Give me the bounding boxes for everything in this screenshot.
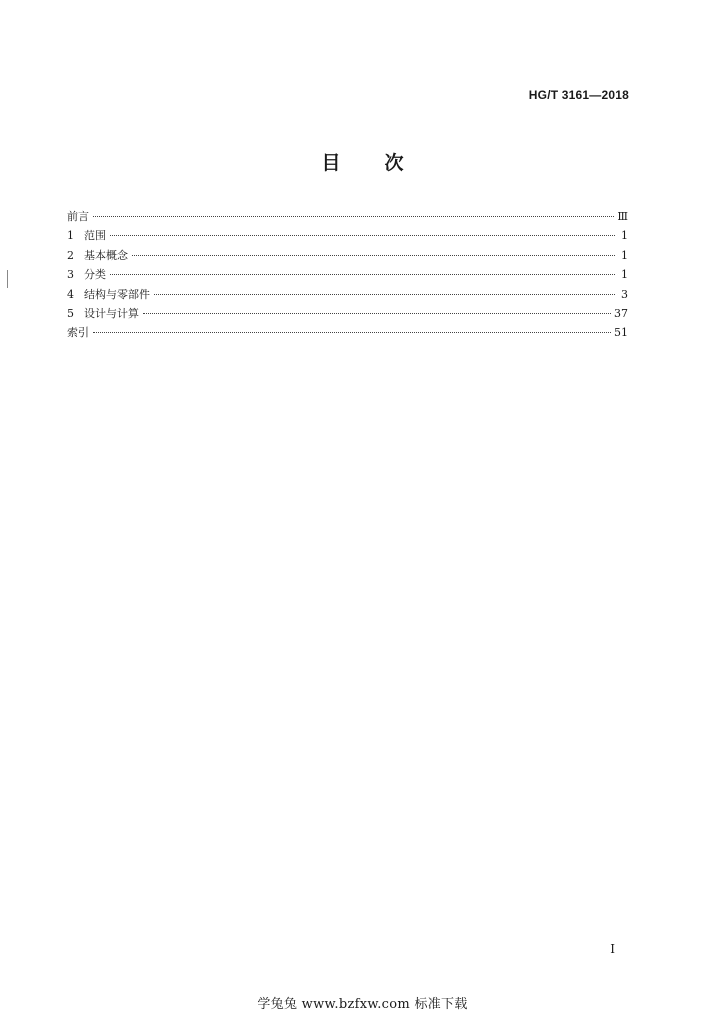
toc-entry-scope[interactable] — [67, 226, 628, 245]
toc-entry-page: 1 — [621, 248, 628, 262]
toc-entry-label: 范围 — [84, 229, 106, 243]
toc-entry-label: 索引 — [67, 326, 89, 340]
toc-entry-number: 4 — [67, 287, 74, 301]
page-title: 目次 — [321, 152, 448, 174]
toc-entry-page: 51 — [614, 326, 628, 340]
dot-leader — [132, 255, 615, 256]
watermark-text: 学兔兔 www.bzfxw.com 标准下载 — [257, 997, 468, 1012]
dot-leader — [110, 274, 615, 275]
toc-entry-label: 设计与计算 — [84, 306, 139, 320]
toc-entry-number: 5 — [67, 306, 74, 320]
page-number: I — [610, 942, 615, 956]
toc-entry-index[interactable] — [67, 323, 628, 342]
toc-entry-label: 前言 — [67, 210, 89, 223]
toc-entry-number: 2 — [67, 248, 74, 262]
toc-entry-page: 1 — [621, 268, 628, 282]
toc-entry-label: 分类 — [84, 268, 106, 282]
scan-edge-mark — [7, 270, 8, 288]
toc-entry-basic-concepts[interactable] — [67, 246, 628, 265]
standard-code: HG/T 3161—2018 — [528, 88, 629, 102]
table-of-contents — [67, 207, 628, 343]
toc-entry-page: 3 — [621, 287, 628, 301]
toc-entry-page: 37 — [614, 306, 628, 320]
dot-leader — [154, 294, 615, 295]
toc-entry-foreword[interactable] — [67, 207, 628, 226]
toc-entry-number: 3 — [67, 268, 74, 282]
toc-entry-structure-parts[interactable] — [67, 285, 628, 304]
dot-leader — [93, 332, 611, 333]
toc-entry-label: 基本概念 — [84, 248, 128, 262]
toc-entry-page: Ⅲ — [617, 210, 628, 223]
dot-leader — [143, 313, 611, 314]
toc-entry-number: 1 — [67, 229, 74, 243]
dot-leader — [110, 235, 615, 236]
toc-entry-classification[interactable] — [67, 265, 628, 284]
dot-leader — [93, 216, 614, 217]
toc-entry-page: 1 — [621, 229, 628, 243]
toc-entry-design-calculation[interactable] — [67, 304, 628, 323]
toc-entry-label: 结构与零部件 — [84, 287, 150, 301]
